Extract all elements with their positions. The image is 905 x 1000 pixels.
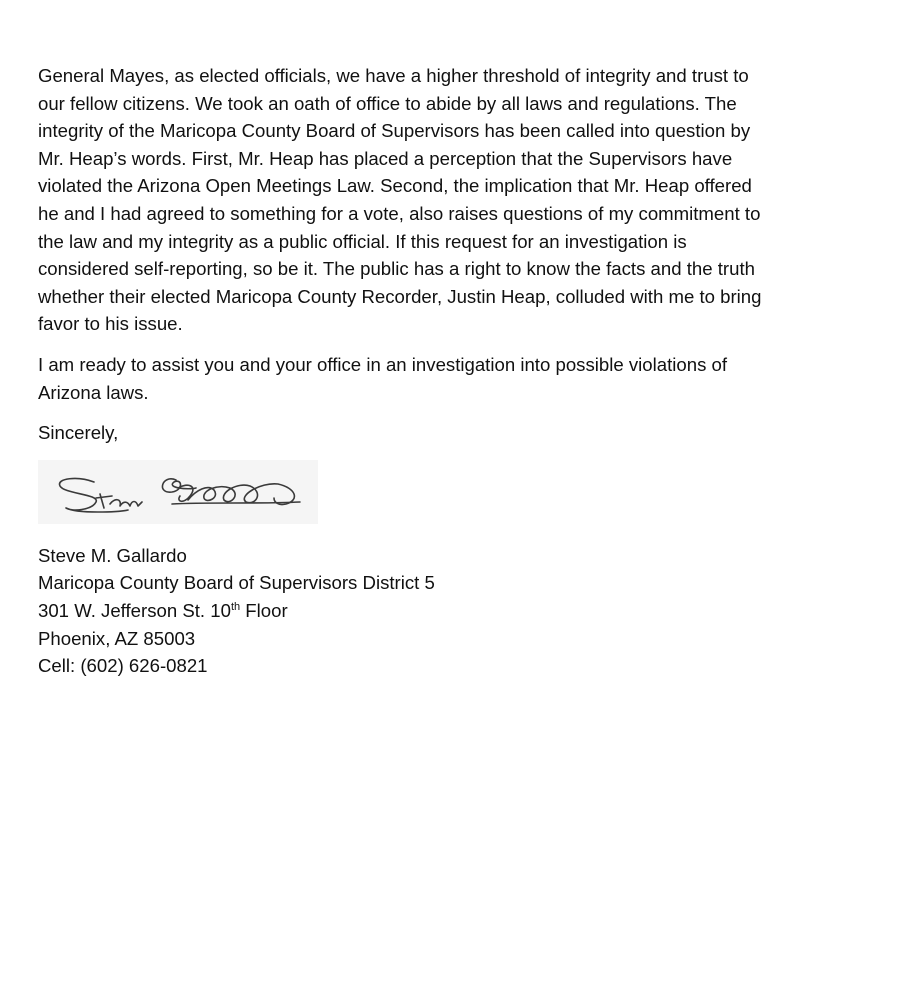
address-floor: Floor (240, 599, 288, 621)
paragraph-line: he and I had agreed to something for a vote, also raises questions of my commitment to (38, 202, 761, 224)
paragraph-line: considered self-reporting, so be it. The public has a right to know the facts and the truth (38, 258, 755, 280)
signer-city-state-zip: Phoenix, AZ 85003 (38, 627, 196, 649)
paragraph-line: violated the Arizona Open Meetings Law. Second, the implication that Mr. Heap offered (38, 175, 752, 197)
signature-image (38, 460, 318, 524)
signer-title: Maricopa County Board of Supervisors District 5 (38, 572, 435, 594)
signer-name: Steve M. Gallardo (38, 544, 187, 566)
body-paragraph-1 (38, 62, 858, 338)
signer-phone: Cell: (602) 626-0821 (38, 655, 208, 677)
letter-page (38, 62, 858, 680)
paragraph-line: whether their elected Maricopa County Recorder, Justin Heap, colluded with me to bring (38, 285, 762, 307)
paragraph-line: General Mayes, as elected officials, we have a higher threshold of integrity and trust to (38, 65, 749, 86)
body-paragraph-2 (38, 351, 858, 406)
paragraph-line: integrity of the Maricopa County Board of Supervisors has been called into question by (38, 120, 751, 142)
paragraph-line: our fellow citizens. We took an oath of office to abide by all laws and regulations. The (38, 92, 737, 114)
paragraph-line: Arizona laws. (38, 381, 149, 403)
signer-address (38, 597, 858, 625)
paragraph-line: Mr. Heap’s words. First, Mr. Heap has placed a perception that the Supervisors have (38, 147, 733, 169)
paragraph-line: the law and my integrity as a public official. If this request for an investigation is (38, 230, 687, 252)
closing: Sincerely, (38, 422, 119, 444)
paragraph-line: I am ready to assist you and your office in an investigation into possible violations of (38, 353, 728, 375)
signature-icon (38, 460, 318, 524)
paragraph-line: favor to his issue. (38, 313, 183, 335)
signature-block (38, 542, 858, 680)
address-street: 301 W. Jefferson St. 10 (38, 599, 231, 621)
address-ordinal-suffix: th (230, 600, 241, 613)
